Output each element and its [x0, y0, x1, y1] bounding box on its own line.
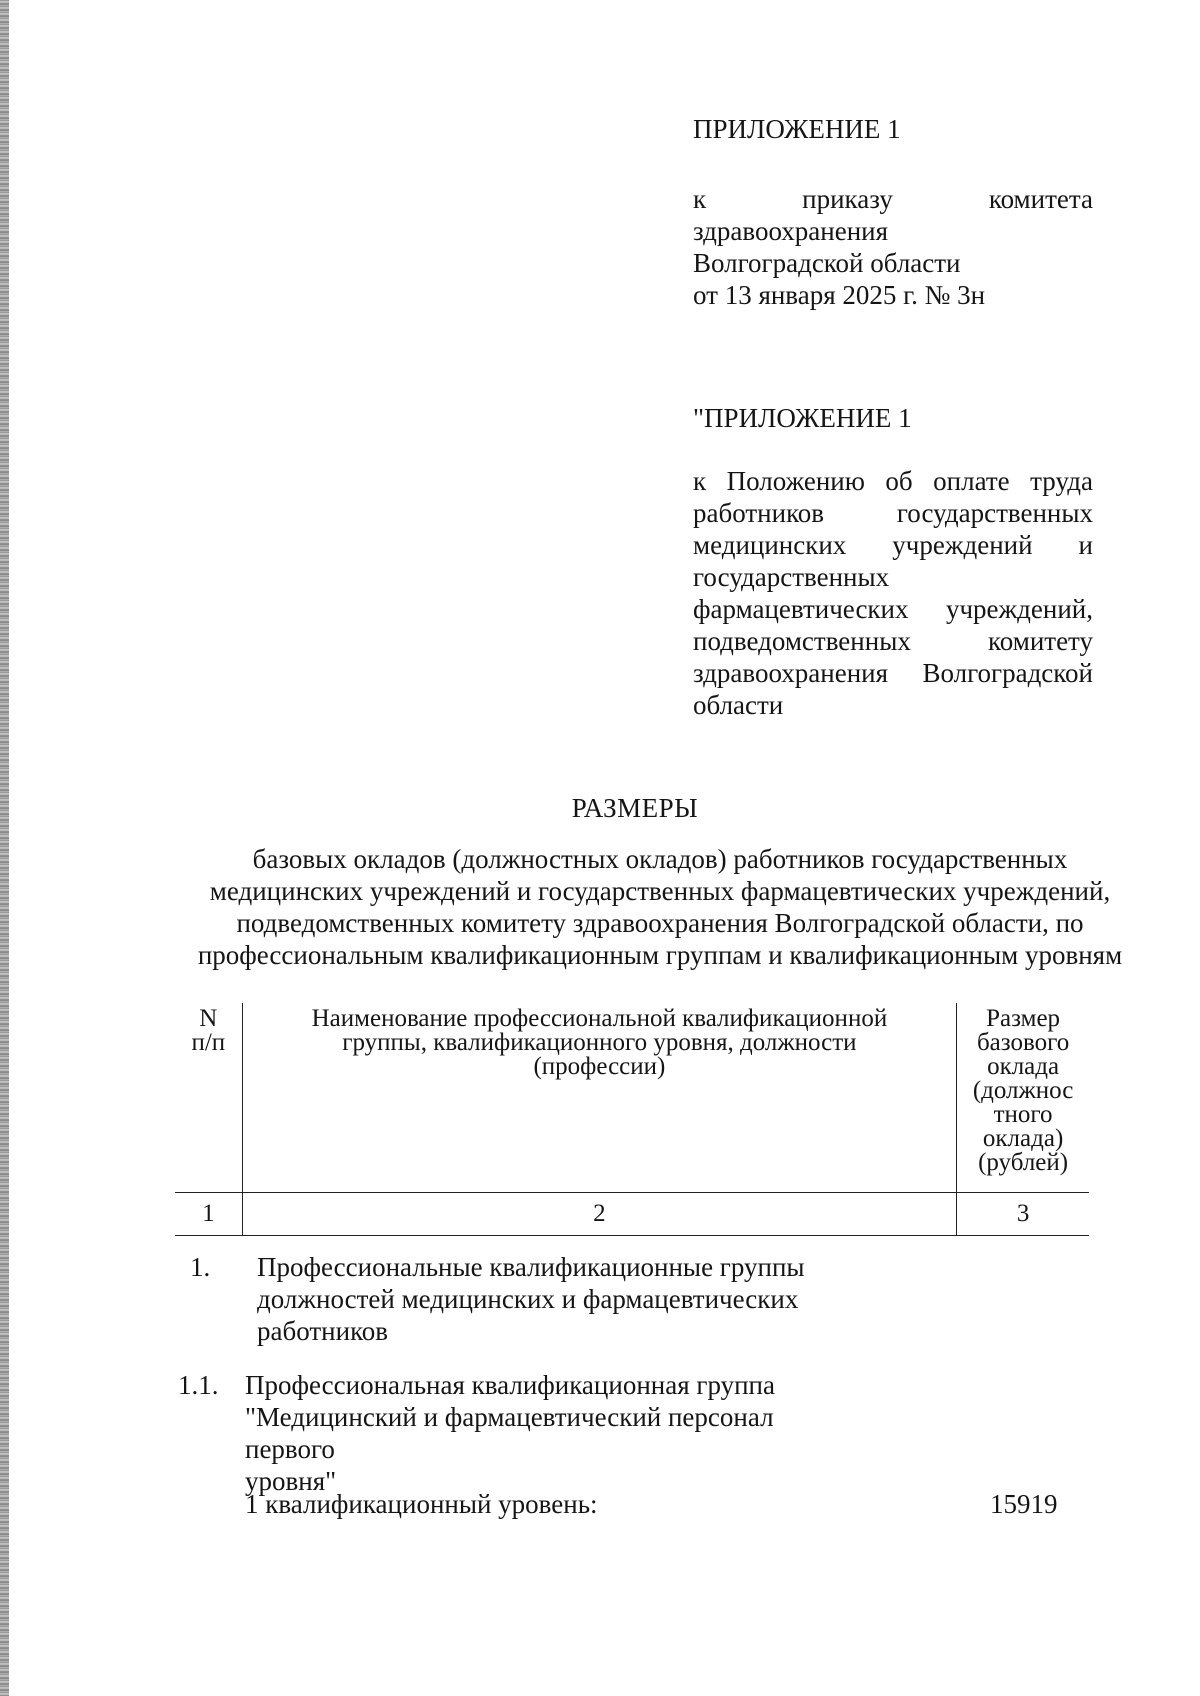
header-text-line: Наименование профессиональной квалификационной: [311, 1005, 888, 1032]
regulation-ref-line: [693, 625, 1093, 657]
appendix-title: ПРИЛОЖЕНИЕ 1: [693, 114, 901, 144]
header-text-line: оклада: [987, 1053, 1060, 1080]
order-ref-line-1: [693, 183, 1093, 215]
section-text-line: должностей медицинских и фармацевтических: [257, 1284, 799, 1314]
order-reference: [693, 183, 1093, 311]
section-row: [190, 1251, 1090, 1351]
regulation-ref-word: здравоохранения: [693, 658, 889, 688]
header-text-line: (должнос: [972, 1077, 1074, 1104]
order-ref-word: приказу: [802, 184, 893, 214]
header-text-line: группы, квалификационного уровня, должности: [342, 1029, 857, 1056]
section-text: [257, 1251, 877, 1347]
header-text-line: тного: [993, 1101, 1053, 1128]
regulation-ref-line: [693, 561, 1093, 593]
regulation-ref-line: [693, 497, 1093, 529]
order-ref-line-3: Волгоградской области: [693, 248, 961, 278]
regulation-ref-word: работников: [693, 498, 825, 528]
regulation-ref-line: [693, 465, 1093, 497]
appendix-title-quoted: "ПРИЛОЖЕНИЕ 1: [693, 403, 912, 433]
subtitle-line: подведомственных комитету здравоохранения Волгоградской области, по: [236, 908, 1084, 938]
header-text-line: п/п: [191, 1029, 226, 1056]
table-header-row: [175, 1003, 1089, 1193]
regulation-ref-word: труда: [1030, 466, 1093, 496]
header-text-line: (профессии): [533, 1053, 666, 1080]
section-text-line: Профессиональные квалификационные группы: [257, 1252, 805, 1282]
regulation-ref-word: комитету: [988, 626, 1093, 656]
subtitle-line: профессиональным квалификационным группам и квалификационным уровням: [197, 940, 1123, 970]
level-label: 1 квалификационный уровень:: [245, 1489, 598, 1519]
subsection-text-line: "Медицинский и фармацевтический персонал первого: [245, 1402, 774, 1464]
header-text-line: оклада): [982, 1125, 1064, 1152]
header-text-line: базового: [976, 1029, 1070, 1056]
level-row: [245, 1488, 1095, 1528]
section-text-line: работников: [257, 1316, 389, 1346]
order-ref-word: комитета: [988, 184, 1093, 214]
regulation-ref-word: области: [693, 690, 784, 720]
regulation-ref-word: оплате: [933, 466, 1010, 496]
header-text-line: (рублей): [978, 1149, 1069, 1176]
header-cell-name: [242, 1003, 957, 1193]
regulation-ref-word: фармацевтических: [693, 594, 909, 624]
regulation-ref-word: государственных: [693, 562, 890, 592]
document-title: РАЗМЕРЫ: [571, 793, 699, 823]
regulation-ref-word: подведомственных: [693, 626, 911, 656]
regulation-ref-word: Положению: [726, 466, 865, 496]
header-cell-number: [175, 1003, 242, 1193]
subtitle-line: базовых окладов (должностных окладов) работников государственных: [252, 844, 1068, 874]
regulation-ref-line: [693, 689, 1093, 721]
column-number-cell: 3: [957, 1193, 1089, 1236]
order-ref-word: к: [693, 184, 707, 214]
column-number-cell: 1: [175, 1193, 242, 1236]
regulation-reference: [693, 465, 1093, 721]
section-number: 1.: [190, 1252, 211, 1282]
document-subtitle: [190, 843, 1130, 971]
regulation-ref-word: медицинских: [693, 530, 847, 560]
regulation-ref-word: государственных: [896, 498, 1093, 528]
regulation-ref-word: об: [885, 466, 913, 496]
regulation-ref-line: [693, 657, 1093, 689]
regulation-ref-word: к: [693, 466, 707, 496]
salary-table: [175, 1003, 1089, 1236]
subsection-row: [178, 1369, 1078, 1496]
regulation-ref-line: [693, 529, 1093, 561]
column-number-row: [175, 1193, 1089, 1236]
salary-value: 15919: [990, 1489, 1058, 1519]
regulation-ref-word: учреждений: [892, 530, 1033, 560]
order-ref-line-4: от 13 января 2025 г. № 3н: [693, 280, 986, 310]
header-text-line: Размер: [986, 1005, 1061, 1032]
regulation-ref-line: [693, 593, 1093, 625]
column-number-cell: 2: [242, 1193, 957, 1236]
regulation-ref-word: учреждений,: [945, 594, 1093, 624]
regulation-ref-word: и: [1078, 530, 1093, 560]
subsection-text: [245, 1369, 865, 1497]
subtitle-line: медицинских учреждений и государственных фармацевтических учреждений,: [209, 876, 1111, 906]
subsection-number: 1.1.: [178, 1370, 219, 1400]
regulation-ref-word: Волгоградской: [922, 658, 1093, 688]
subsection-text-line: Профессиональная квалификационная группа: [245, 1370, 775, 1400]
scan-edge: [0, 0, 9, 1696]
header-cell-salary: [957, 1003, 1089, 1193]
order-ref-line-2: здравоохранения: [693, 216, 889, 246]
header-text-line: N: [199, 1005, 218, 1032]
subsection-text-line: уровня": [245, 1466, 337, 1496]
